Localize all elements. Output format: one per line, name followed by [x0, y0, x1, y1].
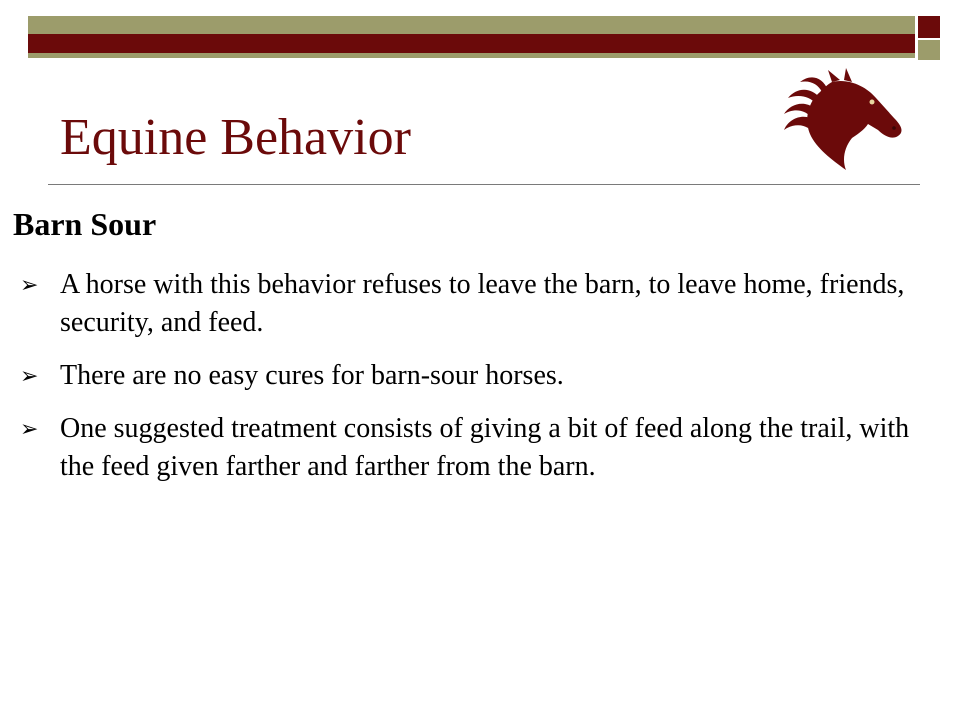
- bullet-list: [20, 266, 940, 501]
- header-bar-olive-top: [28, 16, 915, 34]
- arrow-bullet-icon: ➢: [20, 272, 39, 297]
- header-bar-olive-bottom: [28, 53, 915, 58]
- bullet-text: There are no easy cures for barn-sour horses.: [60, 360, 564, 391]
- bullet-item: [20, 410, 940, 486]
- horse-head-icon: [770, 68, 910, 172]
- title-divider: [48, 184, 920, 185]
- arrow-bullet-icon: ➢: [20, 416, 39, 441]
- arrow-bullet-icon: ➢: [20, 363, 39, 388]
- bullet-item: [20, 266, 940, 342]
- header-bar-maroon: [28, 34, 915, 53]
- corner-square-maroon: [918, 16, 940, 38]
- bullet-item: [20, 357, 940, 395]
- bullet-text: A horse with this behavior refuses to leave the barn, to leave home, friends, security, and feed.: [60, 269, 905, 338]
- bullet-text: One suggested treatment consists of giving a bit of feed along the trail, with the feed given farther and farther from the barn.: [60, 413, 910, 482]
- corner-square-olive: [918, 40, 940, 60]
- section-heading: Barn Sour: [13, 206, 157, 242]
- slide-title: Equine Behavior: [60, 109, 411, 166]
